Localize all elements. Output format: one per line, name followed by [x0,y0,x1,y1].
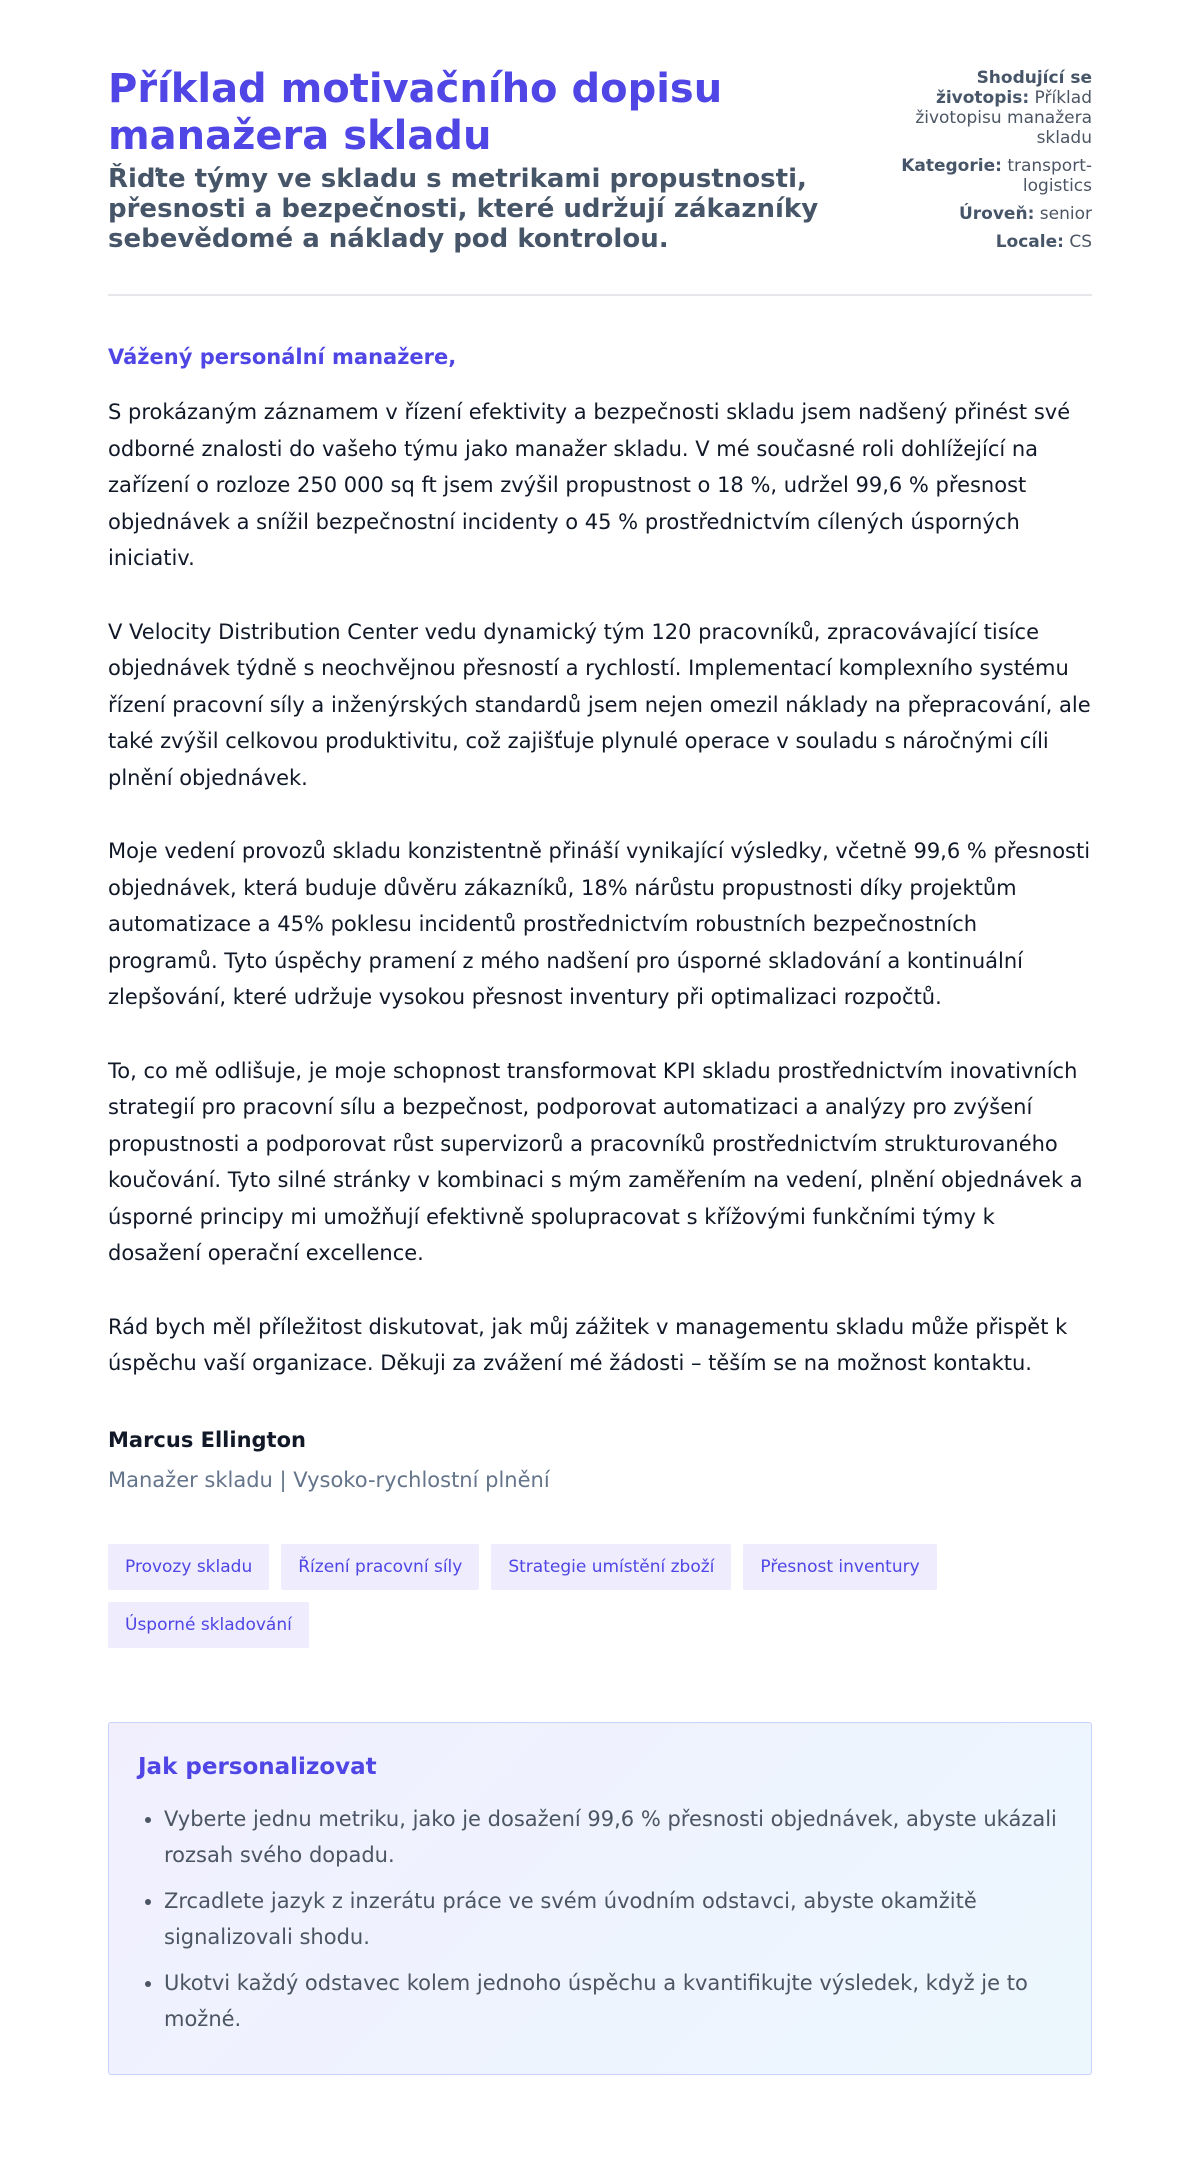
tip-item: • Vyberte jednu metriku, jako je dosažení 99,6 % přesnosti objednávek, abyste ukázali rozsah svého dopadu. [164,1801,1062,1873]
meta-level [892,204,1092,224]
skill-tag[interactable]: Provozy skladu [108,1544,269,1590]
tips-list [138,1801,1062,2037]
header-titles [108,66,828,254]
header-divider [108,294,1092,296]
skill-tag[interactable]: Přesnost inventury [743,1544,936,1590]
meta-category [892,156,1092,196]
signature-name: Marcus Ellington [108,1427,306,1452]
meta-level-value: senior [1039,204,1092,224]
tips-title: Jak personalizovat [138,1753,377,1780]
meta-resume-link[interactable]: Příklad životopisu manažera skladu [915,88,1092,148]
meta-level-label: Úroveň: [958,204,1035,224]
meta-panel [892,66,1092,260]
meta-category-value: transport-logistics [1007,156,1092,196]
meta-locale [892,232,1092,252]
skill-tag[interactable]: Úsporné skladování [108,1602,309,1648]
meta-category-label: Kategorie: [901,156,1002,176]
page-subtitle: Řiďte týmy ve skladu s metrikami propustnosti, přesnosti a bezpečnosti, které udržují zákazníky sebevědomé a náklady pod kontrolou. [108,164,819,254]
skill-tag[interactable]: Řízení pracovní síly [281,1544,479,1590]
meta-resume-label: Shodující se životopis: [935,68,1092,108]
skill-tag[interactable]: Strategie umístění zboží [491,1544,731,1590]
letter-salutation: Vážený personální manažere, [108,345,457,369]
personalization-tips [108,1722,1092,2075]
skill-tags [108,1544,1008,1648]
meta-matching-resume [892,68,1092,148]
meta-locale-label: Locale: [995,232,1064,252]
letter-paragraph: S prokázaným záznamem v řízení efektivity a bezpečnosti skladu jsem nadšený přinést své odborné znalosti do vašeho týmu jako manažer skladu. V mé současné roli dohlížející na zařízení o rozloze 250 000 sq ft jsem zvýšil propustnost o 18 %, udržel 99,6 % přesnost objednávek a snížil bezpečnostní incidenty o 45 % prostřednictvím cílených úsporných iniciativ. [108,400,1071,570]
letter-body [108,394,1092,1382]
page-header [108,0,1092,260]
letter-paragraph: Rád bych měl příležitost diskutovat, jak můj zážitek v managementu skladu může přispět k úspěchu vaší organizace. Děkuji za zvážení mé žádosti – těším se na možnost kontaktu. [108,1314,1068,1375]
meta-locale-value: CS [1069,232,1092,252]
letter-paragraph: To, co mě odlišuje, je moje schopnost transformovat KPI skladu prostřednictvím inovativních strategií pro pracovní sílu a bezpečnost, podporovat automatizaci a analýzy pro zvýšení propustnosti a podporovat růst supervizorů a pracovníků prostřednictvím strukturovaného koučování. Tyto silné stránky v kombinaci s mým zaměřením na vedení, plnění objednávek a úsporné principy mi umožňují efektivně spolupracovat s křížovými funkčními týmy k dosažení operační excellence. [108,1058,1083,1265]
tip-item: • Zrcadlete jazyk z inzerátu práce ve svém úvodním odstavci, abyste okamžitě signalizovali shodu. [164,1883,1062,1955]
tip-item: • Ukotvi každý odstavec kolem jednoho úspěchu a kvantifikujte výsledek, když je to možné. [164,1965,1062,2037]
page-title: Příklad motivačního dopisu manažera skladu [108,66,723,159]
letter-paragraph: V Velocity Distribution Center vedu dynamický tým 120 pracovníků, zpracovávající tisíce objednávek týdně s neochvějnou přesností a rychlostí. Implementací komplexního systému řízení pracovní síly a inženýrských standardů jsem nejen omezil náklady na přepracování, ale také zvýšil celkovou produktivitu, což zajišťuje plynulé operace v souladu s náročnými cíli plnění objednávek. [108,619,1091,790]
signature-block [108,1426,1092,1494]
signature-role: Manažer skladu | Vysoko-rychlostní plnění [108,1467,550,1492]
letter-paragraph: Moje vedení provozů skladu konzistentně přináší vynikající výsledky, včetně 99,6 % přesnosti objednávek, která buduje důvěru zákazníků, 18% nárůstu propustnosti díky projektům automatizace a 45% poklesu incidentů prostřednictvím robustních bezpečnostních programů. Tyto úspěchy pramení z mého nadšení pro úsporné skladování a kontinuální zlepšování, které udržuje vysokou přesnost inventury při optimalizaci rozpočtů. [108,839,1091,1009]
